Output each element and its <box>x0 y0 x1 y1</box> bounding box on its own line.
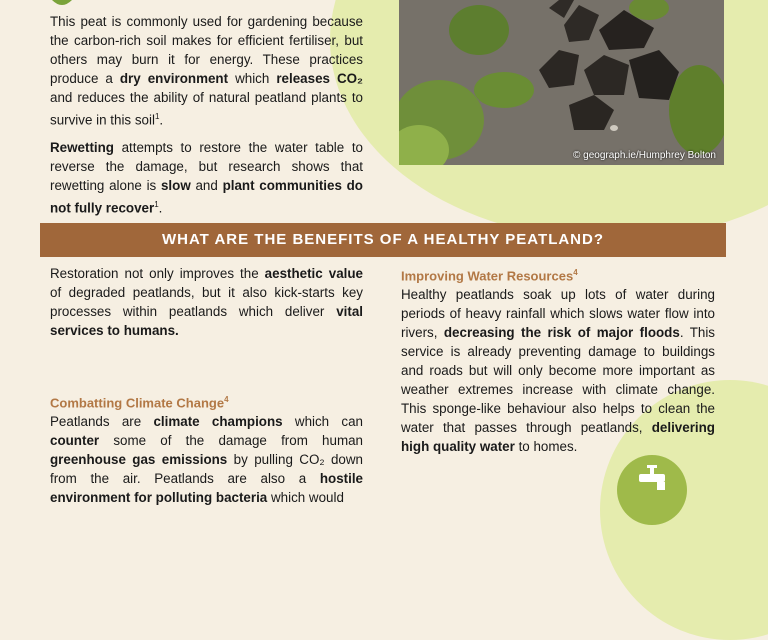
intro-paragraph-1: This peat is commonly used for gardening because the carbon-rich soil makes for efficient fertiliser, but others may burn it for energy. These practices produce a dry environment which releases CO₂ and reduces the ability of natural peatland plants to survive in this soil$^1$. <box>50 14 364 128</box>
intro-paragraph-2: Rewetting attempts to restore the water table to reverse the damage, but research shows that rewetting alone is slow and plant communities do not fully recover$^1$. <box>50 140 363 216</box>
restoration-paragraph: Restoration not only improves the aesthetic value of degraded peatlands, but it also kick-starts key processes within peatlands which deliver vital services to humans. <box>50 266 363 338</box>
water-paragraph: Healthy peatlands soak up lots of water during periods of heavy rainfall which slows water flow into rivers, decreasing the risk of major floods. This service is already preventing damage to buildings and roads but will only become more important as weather extremes increase with climate change. This sponge-like behaviour also helps to clean the water that passes through peatlands, delivering high quality water to homes. <box>401 287 715 455</box>
water-tap-icon <box>635 465 669 495</box>
peat-cutting-photo <box>399 0 724 165</box>
climate-change-heading: Combatting Climate Change$^4$ <box>50 395 229 411</box>
water-resources-heading: Improving Water Resources$^4$ <box>401 268 578 284</box>
section-banner: WHAT ARE THE BENEFITS OF A HEALTHY PEATLAND? <box>40 223 726 257</box>
water-tap-badge <box>617 455 687 525</box>
photo-credit: © geograph.ie/Humphrey Bolton <box>572 150 716 161</box>
left-column <box>50 264 363 507</box>
climate-paragraph: Peatlands are climate champions which can counter some of the damage from human greenhouse gas emissions by pulling CO₂ down from the air. Peatlands are also a hostile environment for polluting bacteria which would <box>50 414 363 506</box>
right-column <box>401 263 715 456</box>
leaf-icon <box>52 0 72 8</box>
